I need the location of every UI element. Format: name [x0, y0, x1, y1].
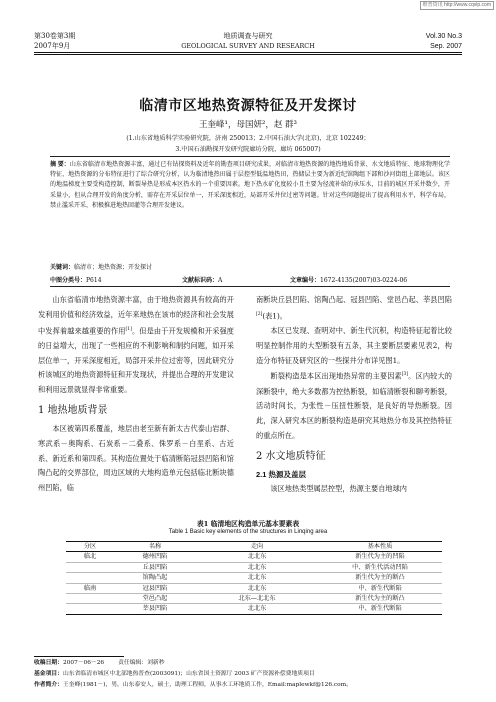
table-cell: 北北东 [196, 562, 318, 572]
table-caption-en: Table 1 Basic key elements of the structures in Linqing area [168, 529, 328, 535]
table-cell: 莘县凹陷 [114, 604, 196, 614]
table-header-row [66, 542, 442, 552]
citation[interactable]: [2] [256, 311, 263, 317]
article-title: 临清市区地热资源特征及开发探讨 [139, 98, 357, 114]
table-cell: 新生代为主的断凸 [318, 594, 442, 604]
doc-code-label: 文献标识码： [182, 278, 219, 284]
keywords-label: 关键词： [50, 265, 75, 271]
table-header-cell: 基本性质 [367, 543, 393, 550]
footnote-received: 收稿日期：2007－06－26 责任编辑：刘新秒 [34, 660, 165, 666]
table-cell: 中、新生代活动凹陷 [318, 562, 442, 572]
date-cn: 2007年9月 [34, 42, 71, 50]
affiliation-line: 3.中国石油勘探开发研究院廊坊分院，廊坊 065007) [175, 146, 321, 153]
table-cell: 堂邑凸起 [114, 594, 196, 604]
table-header-cell: 分区 [83, 543, 97, 550]
table-cell [66, 604, 114, 614]
affiliations [34, 133, 462, 155]
author-list: 王奎峰¹，母国妍²，赵 群³ [199, 120, 297, 130]
table-cell: 中、新生代断陷 [318, 604, 442, 614]
table-cell: 北北东 [196, 604, 318, 614]
journal-cn: 地质调查与研究 [223, 32, 273, 40]
article-no-value: 1672-4135(2007)03-0224-06 [320, 277, 408, 284]
body-column-right [256, 293, 452, 497]
table-cell: 临北 [66, 552, 114, 562]
table-cell: 冠县凹陷 [114, 583, 196, 593]
table-cell [66, 573, 114, 583]
journal-en: GEOLOGICAL SURVEY AND RESEARCH [181, 42, 315, 50]
table-cell: 新生代为主的断凸 [318, 573, 442, 583]
table-cell: 北北东 [196, 552, 318, 562]
table-cell [66, 562, 114, 572]
section-heading-2: 2 水文地质特征 [256, 450, 326, 462]
section-1-paragraph: 本区被第四系覆盖，地层由老至新有新太古代泰山岩群、寒武系－奥陶系、石炭系－二叠系、侏罗系－白垩系、古近系、新近系和第四系。其构造位置处于临清断陷冠县凹陷和馆陶凸起的交界部位，周边区域的大地构造单元包括临北断块德州凹陷，临 [38, 423, 234, 493]
table-cell [66, 594, 114, 604]
affiliation-line: (1.山东省地质科学实验研究院，济南 250013；2.中国石油大学(北京)，北京 102249； [126, 135, 370, 142]
abstract-label: 摘 要： [50, 162, 70, 168]
table-row [66, 604, 442, 614]
table-row [66, 594, 442, 604]
abstract-bottom-rule [50, 286, 450, 287]
subsection-2-1-paragraph: 该区地热类型属层控型，热源主要自地球内 [270, 483, 407, 493]
table-header-cell: 走向 [250, 543, 264, 550]
body-column-left [38, 293, 234, 496]
table-cell: 北北东 [196, 573, 318, 583]
classification-line [50, 275, 450, 284]
watermark[interactable]: 维普资讯 http://www.cqvip.com [420, 1, 494, 10]
citation[interactable]: [1] [125, 326, 132, 332]
running-header [34, 31, 462, 51]
section-heading-1: 1 地热地质背景 [38, 404, 108, 416]
header-double-rule [34, 52, 462, 55]
table-cell: 馆陶凸起 [114, 573, 196, 583]
table-caption-cn: 表1 临清地区构造单元基本要素表 [196, 520, 300, 528]
table-cell: 北北东 [196, 583, 318, 593]
volume-en: Vol.30 No.3 [425, 32, 462, 40]
table-cell: 中、新生代断陷 [318, 583, 442, 593]
intro-paragraph: 山东省临清市地热资源丰富，由于地热资源具有较高的开发利用价值和经济效益，近年来地热在该市的经济和社会发展中发挥着越来越重要的作用[1]。但是由于开发规模和开采强度的日益增大，出现了一些相应的不利影响和制约问题，如开采层位单一，开采深度相近，局部开采井位过密等，因此研究分析该城区的地热资源特征和开发现状，并提出合理的开发建议和利用远景就显得非常重要。 [38, 295, 234, 395]
fault-control-paragraph: 断裂构造是本区出现地热异常的主要因素[3]。区内较大的深断裂中，绝大多数都为控热断裂，如临清断裂和聊考断裂，活动时间长，为张性－压扭性断裂，是良好的导热断裂。因此，深入研究本区的断裂构造是研究其地热分布及其控热特征的重点所在。 [256, 371, 452, 440]
table-cell: 丘县凹陷 [114, 562, 196, 572]
table-header-cell: 名称 [148, 543, 162, 550]
fault-paragraph: 本区已发现、查明对中、新生代沉积，构造特征起着比较明显控制作用的大型断裂有五条，其主要断层要素见表2，构造分布特征及研究区的一些探井分布详见图1。 [256, 325, 452, 365]
article-no-label: 文章编号： [290, 278, 321, 284]
footnote-rule [34, 656, 124, 657]
table-row [66, 573, 442, 583]
abstract-top-rule [50, 156, 450, 157]
structure-table [66, 541, 442, 615]
date-en: Sep. 2007 [430, 42, 462, 50]
subsection-heading-2-1: 2.1 热源及盖层 [256, 469, 307, 479]
volume-cn: 第30卷第3期 [34, 32, 76, 40]
abstract-text: 山东省临清市地热资源丰富，通过已有钻探资料及近年的勘查项目研究成果，对临清市地热资源的地热地质背景、水文地质特征、地球物理化学特征、地热资源的分布特征进行了综合研究分析，认为临清地热田属于层控型低温地热田，热储层主要为新近纪馆陶组下部和沙河街组上部地层。该区的地温梯度主要受构造控制，断裂导热是形成本区热水的一个重要因素。地下热水矿化度较小且主要为径流补给的承压水，目前的城区开采井数少，开采量小，但从合理开发的角度分析，需存在开采层位单一，开采深度相近，局部开采井位过密等问题。针对这些问题提出了提高利用水平，科学布局，禁止滥采开采，积极推进地热回灌等合理开发建议。 [50, 161, 450, 209]
keywords [50, 262, 450, 271]
table-row [66, 562, 442, 572]
abstract [50, 160, 450, 211]
clc-label: 中图分类号： [50, 278, 87, 284]
table-row [66, 583, 442, 593]
footnote-author: 作者简介：王奎峰(1981－)，男，山东泰安人，硕士，助理工程师，从事水工环地质工作，Email:maplewkf@126.com。 [34, 682, 352, 688]
table-cell: 德州凹陷 [114, 552, 196, 562]
keywords-text: 临清市；地热资源；开发探讨 [74, 264, 153, 271]
table-cell: 北东—北北东 [196, 594, 318, 604]
footnote-fund: 基金项目：山东省临清市城区中北部地热普查(2003091)；山东省国土资源厅 2003 矿产资源补偿费地质项目 [34, 671, 315, 677]
clc-value: P614 [86, 277, 102, 284]
table-row [66, 552, 442, 562]
citation[interactable]: [3] [401, 372, 409, 378]
doc-code-value: A [218, 277, 223, 284]
table-cell: 新生代为主的凹陷 [318, 552, 442, 562]
continued-paragraph: 南断块丘县凹陷、馆陶凸起、冠县凹陷、堂邑凸起、莘县凹陷[2](表1)。 [256, 295, 452, 321]
author-bio[interactable]: 王奎峰(1981－)，男，山东泰安人，硕士，助理工程师，从事水工环地质工作，Email:maplewkf@126.com。 [63, 682, 352, 688]
table-cell: 临南 [66, 583, 114, 593]
